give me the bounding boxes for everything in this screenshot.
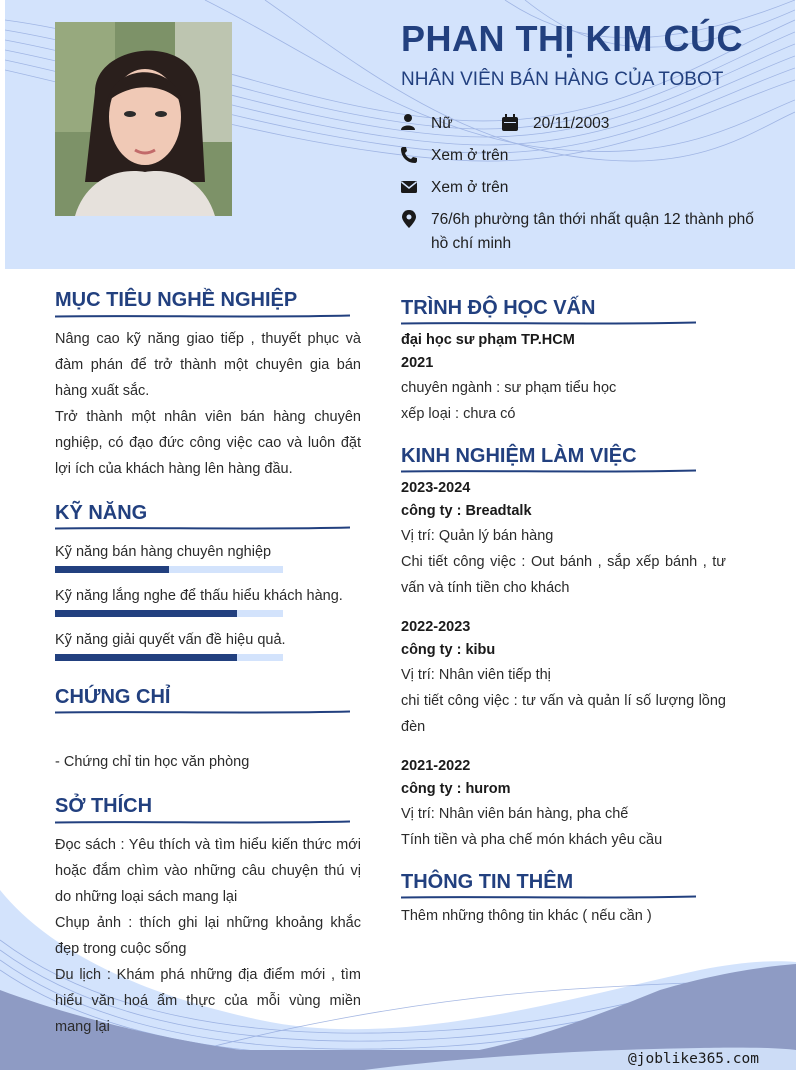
education-school: đại học sư phạm TP.HCM xyxy=(401,332,575,348)
section-underline xyxy=(55,525,350,531)
skill-bar-fill xyxy=(55,610,237,617)
section-underline xyxy=(55,819,350,825)
section-underline xyxy=(401,468,696,474)
skill-bar-track xyxy=(55,654,283,661)
job-position: Vị trí: Nhân viên tiếp thị xyxy=(401,667,551,683)
section-underline xyxy=(401,320,696,326)
job-position: Vị trí: Nhân viên bán hàng, pha chế xyxy=(401,806,629,822)
hobby-travel: Du lịch : Khám phá những địa điểm mới , tìm hiểu văn hoá ẩm thực của mỗi vùng miền mang lại xyxy=(55,967,361,1035)
hobbies-title: SỞ THÍCH xyxy=(55,795,153,817)
job-company: công ty : kibu xyxy=(401,642,496,658)
address-line-1: 76/6h phường tân thới nhất quận 12 thành phố xyxy=(431,211,754,228)
skill-label: Kỹ năng bán hàng chuyên nghiệp xyxy=(55,544,272,560)
skill-bar-track xyxy=(55,566,283,573)
job-period: 2023-2024 xyxy=(401,480,471,496)
profile-photo xyxy=(55,22,232,216)
job-position: Vị trí: Quản lý bán hàng xyxy=(401,528,554,544)
user-icon xyxy=(399,113,417,131)
calendar-icon xyxy=(501,114,519,132)
email-value: Xem ở trên xyxy=(431,179,509,196)
certificate-item: - Chứng chỉ tin học văn phòng xyxy=(55,754,250,770)
section-underline xyxy=(55,313,350,319)
section-underline xyxy=(401,894,696,900)
skill-label: Kỹ năng giải quyết vấn đề hiệu quả. xyxy=(55,632,286,648)
phone-value: Xem ở trên xyxy=(431,147,509,164)
job-period: 2021-2022 xyxy=(401,758,471,774)
job-detail: chi tiết công việc : tư vấn và quản lí số lượng lồng đèn xyxy=(401,693,726,735)
objective-paragraph-2: Trở thành một nhân viên bán hàng chuyên nghiệp, có đạo đức công việc cao và luôn đặt lợi ích của khách hàng lên hàng đầu. xyxy=(55,409,361,477)
skill-bar-fill xyxy=(55,654,237,661)
hobby-reading: Đọc sách : Yêu thích và tìm hiểu kiến thức mới hoặc đắm chìm vào những câu chuyện thú vị do những loại sách mang lại xyxy=(55,837,361,905)
job-period: 2022-2023 xyxy=(401,619,471,635)
job-detail: Tính tiền và pha chế món khách yêu cầu xyxy=(401,832,663,848)
objective-title: MỤC TIÊU NGHỀ NGHIỆP xyxy=(55,289,298,311)
education-grade: xếp loại : chưa có xyxy=(401,406,516,422)
certificates-title: CHỨNG CHỈ xyxy=(55,686,171,708)
birthday-value: 20/11/2003 xyxy=(533,115,610,132)
job-company: công ty : Breadtalk xyxy=(401,503,532,519)
skills-title: KỸ NĂNG xyxy=(55,502,148,524)
job-company: công ty : hurom xyxy=(401,781,511,797)
education-major: chuyên ngành : sư phạm tiểu học xyxy=(401,380,617,396)
address-line-2: hồ chí minh xyxy=(431,235,512,252)
extra-info-text: Thêm những thông tin khác ( nếu cần ) xyxy=(401,908,652,924)
envelope-icon xyxy=(400,178,418,196)
job-title: NHÂN VIÊN BÁN HÀNG CỦA TOBOT xyxy=(401,69,724,90)
candidate-name: PHAN THỊ KIM CÚC xyxy=(401,18,743,59)
section-underline xyxy=(55,709,350,715)
experience-title: KINH NGHIỆM LÀM VIỆC xyxy=(401,445,637,467)
objective-paragraph-1: Nâng cao kỹ năng giao tiếp , thuyết phục và đàm phán để trở thành một chuyên gia bán hàng xuất sắc. xyxy=(55,331,361,399)
skill-bar-track xyxy=(55,610,283,617)
hobby-photography: Chụp ảnh : thích ghi lại những khoảng khắc đẹp trong cuộc sống xyxy=(55,915,361,957)
education-title: TRÌNH ĐỘ HỌC VẤN xyxy=(401,297,596,319)
skill-label: Kỹ năng lắng nghe để thấu hiểu khách hàng. xyxy=(55,588,343,604)
skill-bar-fill xyxy=(55,566,169,573)
map-pin-icon xyxy=(400,210,418,228)
job-detail: Chi tiết công việc : Out bánh , sắp xếp bánh , tư vấn và tính tiền cho khách xyxy=(401,554,726,596)
gender-value: Nữ xyxy=(431,115,453,132)
phone-icon xyxy=(400,146,418,164)
watermark: @joblike365.com xyxy=(628,1051,759,1067)
extra-info-title: THÔNG TIN THÊM xyxy=(401,871,574,893)
education-year: 2021 xyxy=(401,355,434,371)
